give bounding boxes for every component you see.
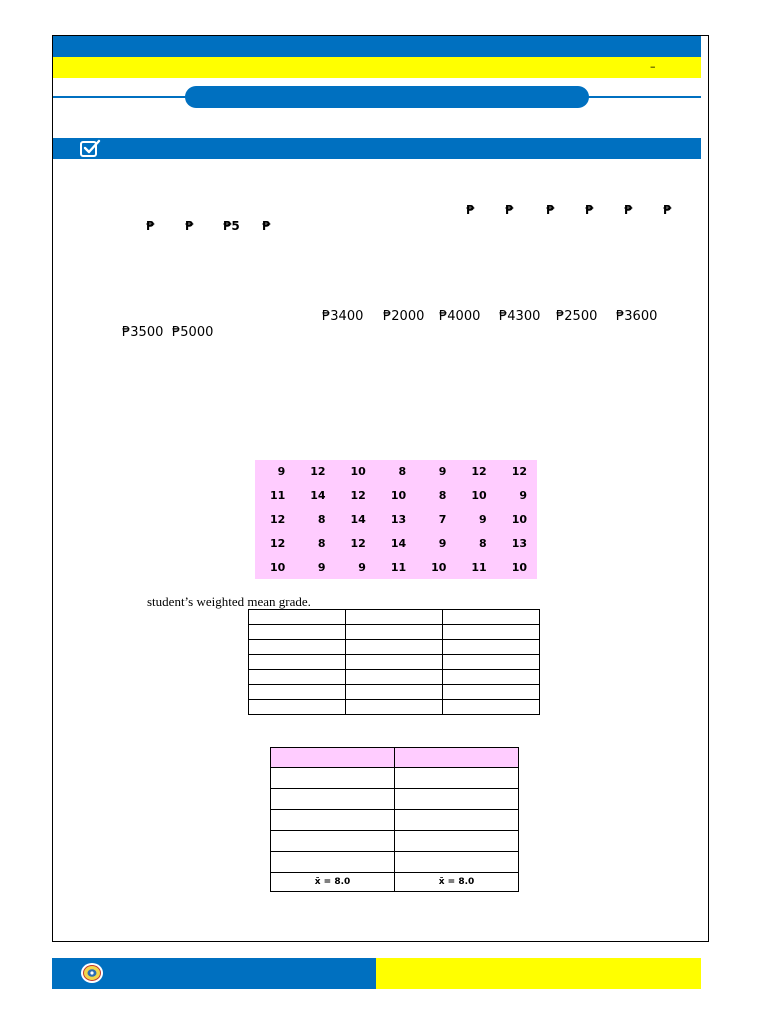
table-row [271, 852, 519, 873]
peso-symbol: ₱ [663, 203, 672, 217]
table-row [271, 789, 519, 810]
amount: ₱4000 [439, 309, 481, 324]
grid-cell: 12 [269, 512, 286, 526]
mean-value: x̄ = 8.0 [395, 873, 519, 892]
grid-cell: 9 [358, 560, 366, 574]
header-yellow-band [53, 57, 701, 78]
peso-symbol: ₱ [146, 219, 155, 233]
grid-cell: 14 [310, 489, 326, 503]
table-row [249, 625, 540, 640]
header-dash: – [650, 60, 656, 73]
checkbox-icon [79, 139, 101, 158]
grid-row [255, 508, 537, 532]
grid-cell: 8 [317, 512, 326, 526]
table-row [271, 810, 519, 831]
peso-symbol: ₱ [466, 203, 475, 217]
title-pill [185, 86, 589, 108]
peso-symbol: ₱ [585, 203, 594, 217]
mean-comparison-table [270, 747, 519, 892]
peso-symbol: ₱ [505, 203, 514, 217]
grid-cell: 12 [511, 465, 527, 479]
amount: ₱5000 [172, 325, 214, 340]
data-grid [255, 460, 537, 579]
peso-symbol: ₱ [624, 203, 633, 217]
grid-cell: 10 [350, 465, 366, 479]
table-row [249, 640, 540, 655]
grid-cell: 10 [390, 489, 407, 503]
section-bar [53, 138, 701, 159]
grid-row [255, 555, 537, 579]
grid-cell: 9 [277, 465, 286, 479]
amount: ₱3600 [616, 309, 658, 324]
grid-cell: 10 [269, 560, 286, 574]
table-header-row [271, 748, 519, 768]
weighted-grade-table [248, 609, 540, 715]
grid-cell: 14 [390, 536, 407, 550]
amount: ₱3400 [322, 309, 364, 324]
amount: ₱2000 [383, 309, 425, 324]
amount: ₱4300 [499, 309, 541, 324]
grid-row [255, 531, 537, 555]
grid-row [255, 460, 537, 484]
grid-cell: 13 [390, 512, 407, 526]
grid-cell: 13 [511, 536, 527, 550]
table-row [271, 831, 519, 852]
grid-cell: 12 [350, 536, 366, 550]
grid-cell: 9 [479, 512, 487, 526]
grid-cell: 11 [390, 560, 407, 574]
grid-cell: 8 [398, 465, 407, 479]
grid-cell: 8 [317, 536, 326, 550]
peso-symbol: ₱ [185, 219, 194, 233]
grid-row [255, 484, 537, 508]
peso-amount: ₱5 [223, 219, 240, 233]
grid-cell: 10 [471, 489, 487, 503]
grid-cell: 14 [350, 512, 366, 526]
amount: ₱3500 [122, 325, 164, 340]
grid-cell: 9 [317, 560, 326, 574]
grid-cell: 9 [438, 536, 447, 550]
grid-cell: 7 [438, 512, 447, 526]
header-blue-band [53, 36, 701, 57]
amount: ₱2500 [556, 309, 598, 324]
grid-cell: 12 [471, 465, 487, 479]
weighted-mean-note: student’s weighted mean grade. [147, 594, 311, 609]
table-row [271, 768, 519, 789]
grid-cell: 8 [479, 536, 487, 550]
peso-symbol: ₱ [262, 219, 271, 233]
grid-cell: 12 [310, 465, 326, 479]
grid-cell: 11 [471, 560, 487, 574]
footer-yellow-band [376, 958, 701, 989]
grid-cell: 12 [350, 489, 366, 503]
grid-cell: 11 [269, 489, 286, 503]
table-row [249, 610, 540, 625]
grid-cell: 8 [438, 489, 447, 503]
peso-symbol: ₱ [546, 203, 555, 217]
grid-cell: 10 [431, 560, 447, 574]
grid-cell: 9 [438, 465, 447, 479]
table-row [271, 873, 519, 892]
grid-cell: 12 [269, 536, 286, 550]
mean-value: x̄ = 8.0 [271, 873, 395, 892]
table-row [249, 700, 540, 715]
table-row [249, 685, 540, 700]
table-row [249, 655, 540, 670]
grid-cell: 10 [511, 512, 527, 526]
school-seal-logo [80, 962, 104, 984]
grid-cell: 10 [511, 560, 527, 574]
table-row [249, 670, 540, 685]
grid-cell: 9 [519, 489, 527, 503]
